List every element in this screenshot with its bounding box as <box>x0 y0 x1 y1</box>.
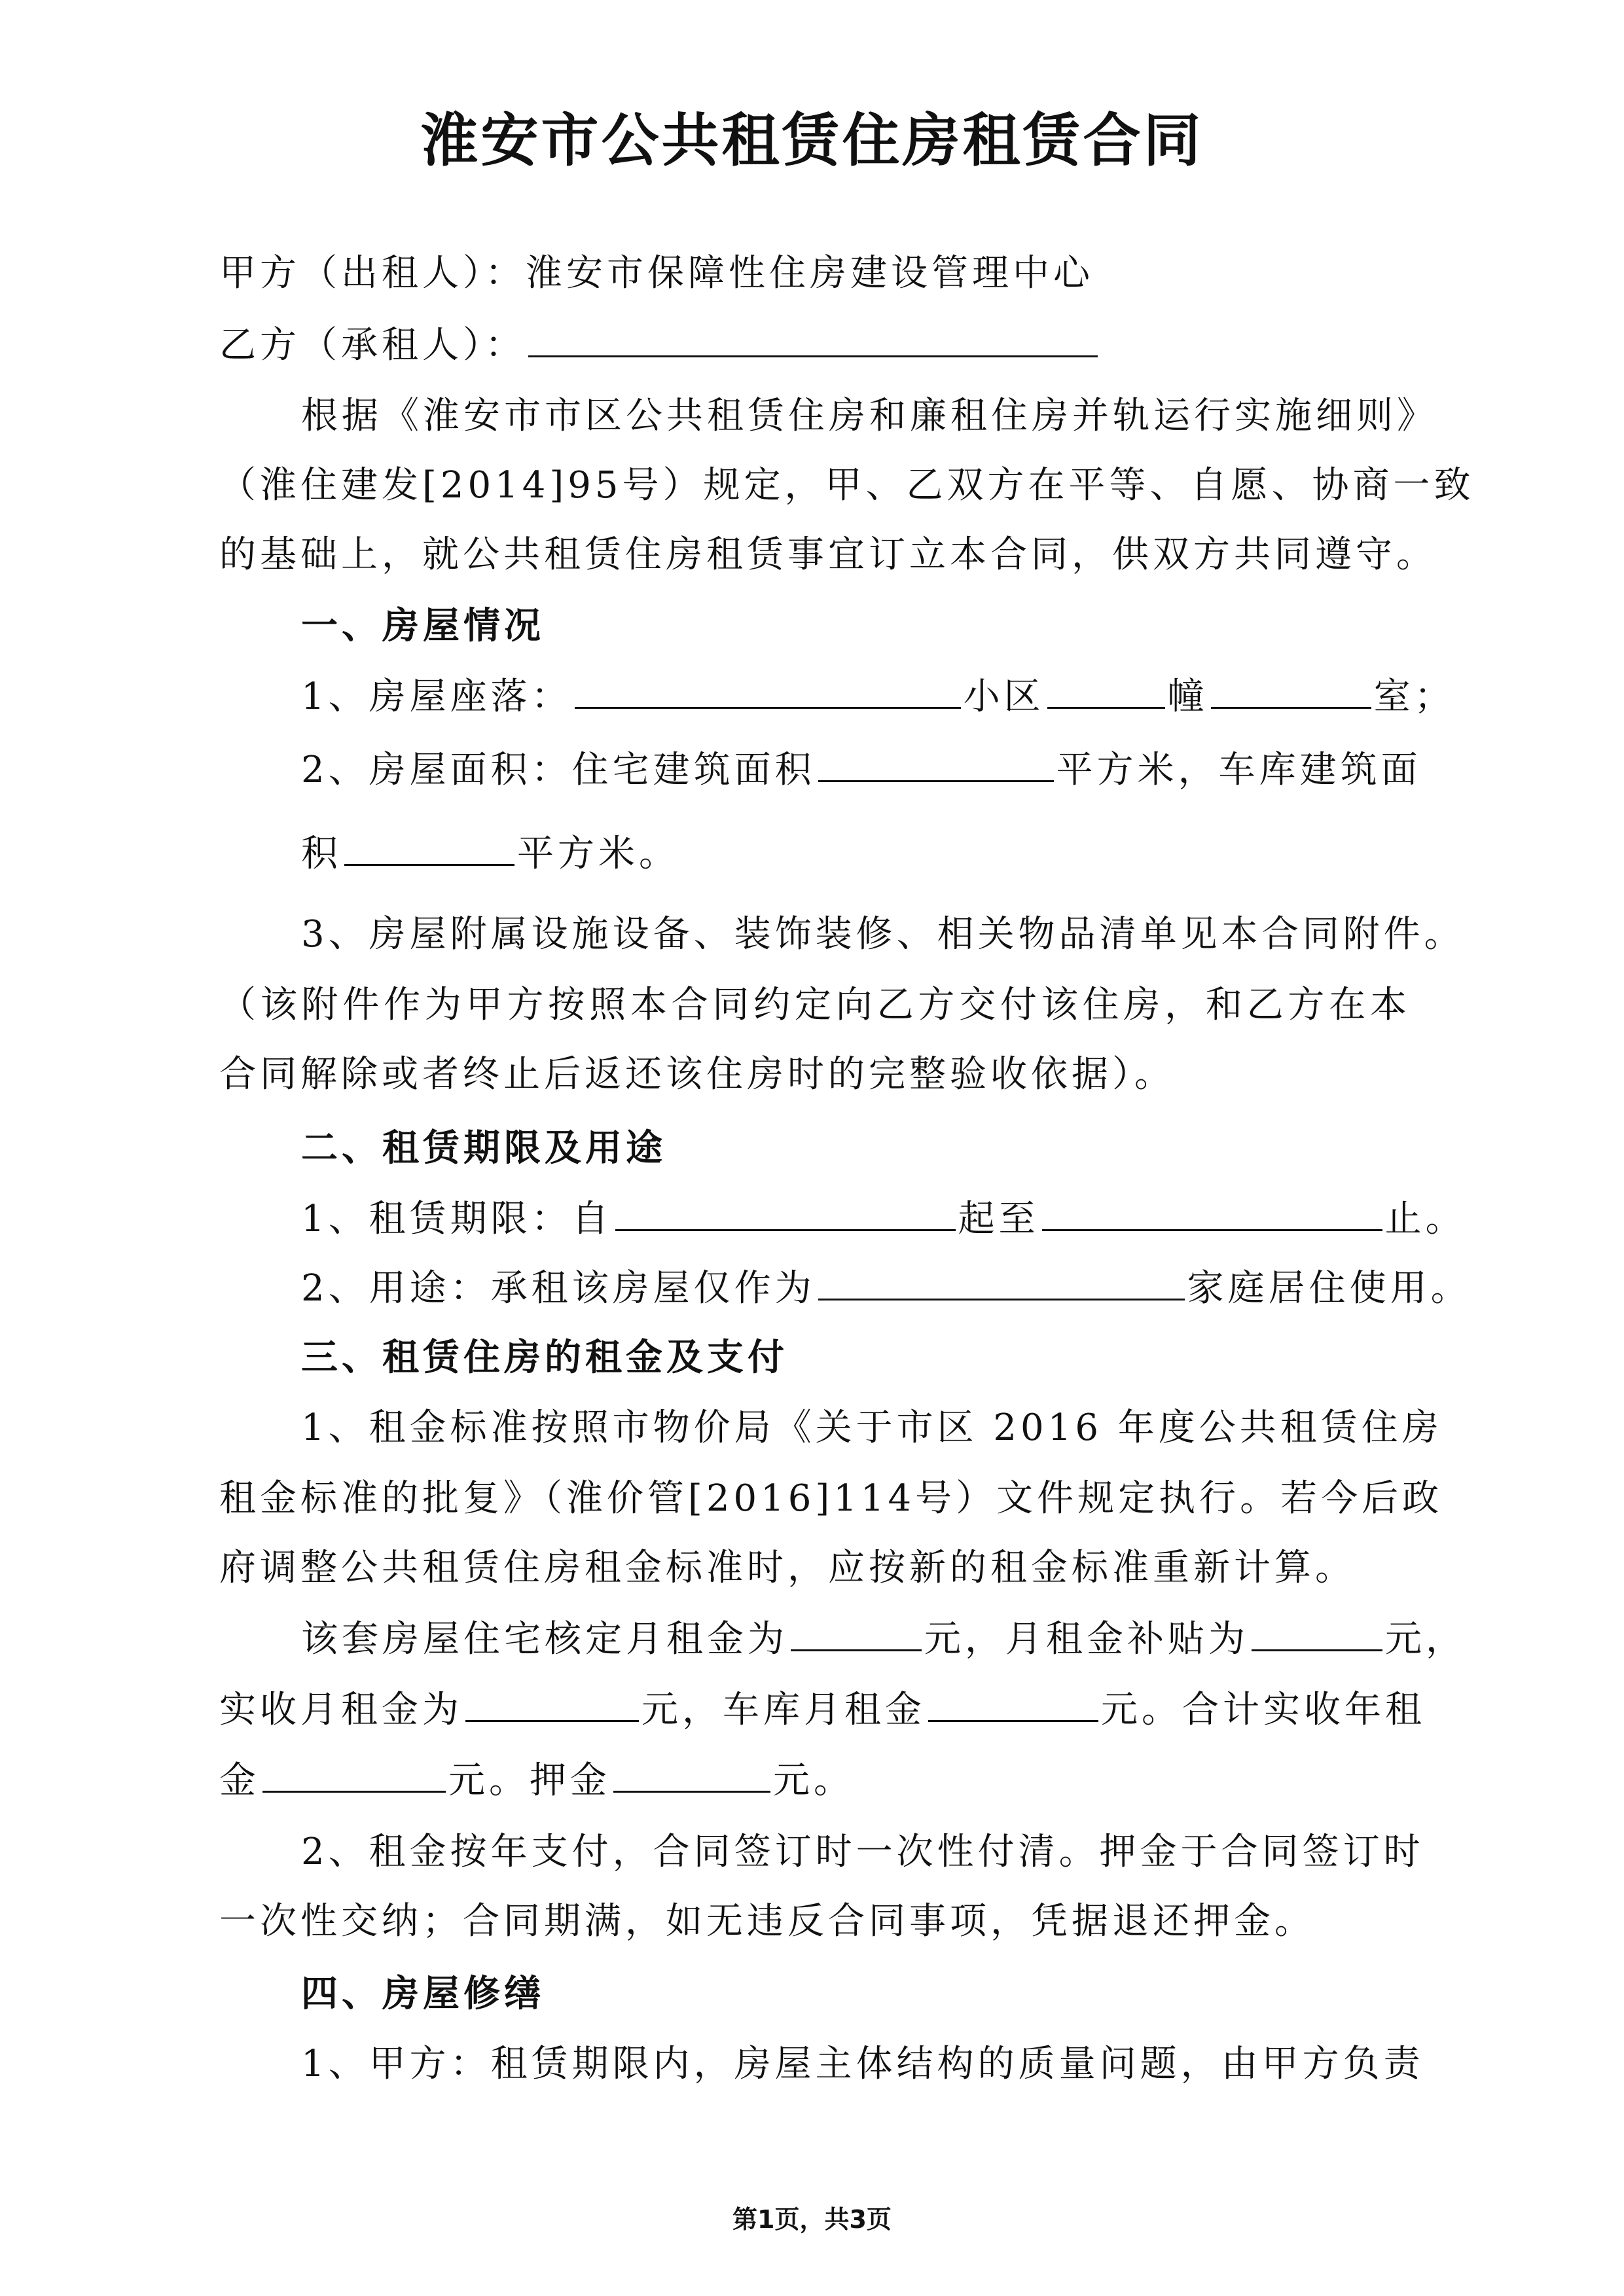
intro-line-1: 根据《淮安市市区公共租赁住房和廉租住房并轨运行实施细则》 <box>301 395 1437 437</box>
s1-item1-building: 幢 <box>1167 675 1208 718</box>
garage-rent-blank[interactable] <box>928 1686 1098 1722</box>
s1-item3-line-3: 合同解除或者终止后返还该住房时的完整验收依据）。 <box>219 1053 1175 1096</box>
s1-item1 <box>301 673 1455 721</box>
s1-item1-room: 室； <box>1373 675 1455 718</box>
section-3-heading: 三、租赁住房的租金及支付 <box>301 1336 788 1379</box>
end-date-blank[interactable] <box>1042 1195 1382 1231</box>
s2-item1-label: 1、租赁期限：自 <box>301 1198 613 1240</box>
s3-p2-garage-label: 元，车库月租金 <box>641 1689 926 1731</box>
s3-p2-line-1 <box>301 1615 1466 1663</box>
s3-p1-line-3: 府调整公共租赁住房租金标准时，应按新的租金标准重新计算。 <box>219 1547 1356 1589</box>
usage-blank[interactable] <box>818 1265 1185 1300</box>
s3-p2-unit-end: 元。 <box>773 1759 854 1802</box>
s1-item2-mid: 平方米，车库建筑面 <box>1056 749 1422 791</box>
s1-item2-cont <box>301 830 1411 878</box>
s1-item2-cont-label: 积 <box>301 833 342 875</box>
s3-p2-line-2 <box>219 1686 1426 1734</box>
s4-p1-line-1: 1、甲方：租赁期限内，房屋主体结构的质量问题，由甲方负责 <box>301 2043 1424 2085</box>
residential-area-blank[interactable] <box>818 746 1054 782</box>
section-2-heading: 二、租赁期限及用途 <box>301 1126 666 1170</box>
party-a-label: 甲方（出租人）： <box>219 252 526 295</box>
s3-p2-subsidy-label: 元，月租金补贴为 <box>924 1618 1249 1660</box>
intro-line-3: 的基础上，就公共租赁住房租赁事宜订立本合同，供双方共同遵守。 <box>219 533 1437 576</box>
intro-line-2: （淮住建发[2014]95号）规定，甲、乙双方在平等、自愿、协商一致 <box>219 464 1475 507</box>
section-4-heading: 四、房屋修缮 <box>301 1972 545 2015</box>
actual-rent-blank[interactable] <box>465 1686 639 1722</box>
party-b-blank[interactable] <box>528 321 1098 357</box>
garage-area-blank[interactable] <box>344 830 514 866</box>
room-blank[interactable] <box>1211 673 1371 709</box>
s1-item2-unit: 平方米。 <box>517 833 679 875</box>
s1-item1-community: 小区 <box>963 675 1045 718</box>
party-b-label: 乙方（承租人）： <box>219 324 526 367</box>
s1-item3-line-2: （该附件作为甲方按照本合同约定向乙方交付该住房，和乙方在本 <box>219 984 1411 1026</box>
party-a-line <box>219 250 1411 297</box>
s3-p1-line-1: 1、租金标准按照市物价局《关于市区 2016 年度公共租赁住房 <box>301 1407 1443 1449</box>
section-1-heading: 一、房屋情况 <box>301 604 545 647</box>
party-a-value: 淮安市保障性住房建设管理中心 <box>526 252 1094 295</box>
s3-p2-total-label: 元。合计实收年租 <box>1101 1689 1426 1731</box>
s2-item1-mid: 起至 <box>958 1198 1039 1240</box>
s2-item2-label: 2、用途：承租该房屋仅作为 <box>301 1267 816 1310</box>
s3-p3-line-1: 2、租金按年支付，合同签订时一次性付清。押金于合同签订时 <box>301 1831 1424 1873</box>
building-blank[interactable] <box>1047 673 1165 709</box>
monthly-rent-blank[interactable] <box>791 1615 922 1651</box>
s2-item1 <box>301 1195 1466 1243</box>
start-date-blank[interactable] <box>615 1195 956 1231</box>
deposit-blank[interactable] <box>613 1757 770 1793</box>
s1-item2-label: 2、房屋面积：住宅建筑面积 <box>301 749 816 791</box>
s3-p2-rent-label: 该套房屋住宅核定月租金为 <box>301 1618 788 1660</box>
s2-item2-end: 家庭居住使用。 <box>1187 1267 1471 1310</box>
location-blank[interactable] <box>575 673 961 709</box>
s3-p2-line-3 <box>219 1757 1411 1804</box>
s1-item1-label: 1、房屋座落： <box>301 675 572 718</box>
document-title: 淮安市公共租赁住房租赁合同 <box>420 106 1204 174</box>
page-footer: 第1页，共3页 <box>732 2205 892 2234</box>
s3-p1-line-2: 租金标准的批复》（淮价管[2016]114号）文件规定执行。若今后政 <box>219 1477 1443 1520</box>
s1-item2 <box>301 746 1422 794</box>
party-b-line <box>219 321 1411 369</box>
s3-p3-line-2: 一次性交纳；合同期满，如无违反合同事项，凭据退还押金。 <box>219 1900 1315 1943</box>
s3-p2-annual-label: 金 <box>219 1759 260 1802</box>
s3-p2-unit-1: 元， <box>1385 1618 1466 1660</box>
annual-rent-blank[interactable] <box>262 1757 446 1793</box>
s3-p2-actual-label: 实收月租金为 <box>219 1689 463 1731</box>
s2-item2 <box>301 1265 1471 1312</box>
subsidy-blank[interactable] <box>1252 1615 1382 1651</box>
s2-item1-end: 止。 <box>1384 1198 1466 1240</box>
s3-p2-deposit-label: 元。押金 <box>448 1759 611 1802</box>
s1-item3-line-1: 3、房屋附属设施设备、装饰装修、相关物品清单见本合同附件。 <box>301 913 1465 956</box>
